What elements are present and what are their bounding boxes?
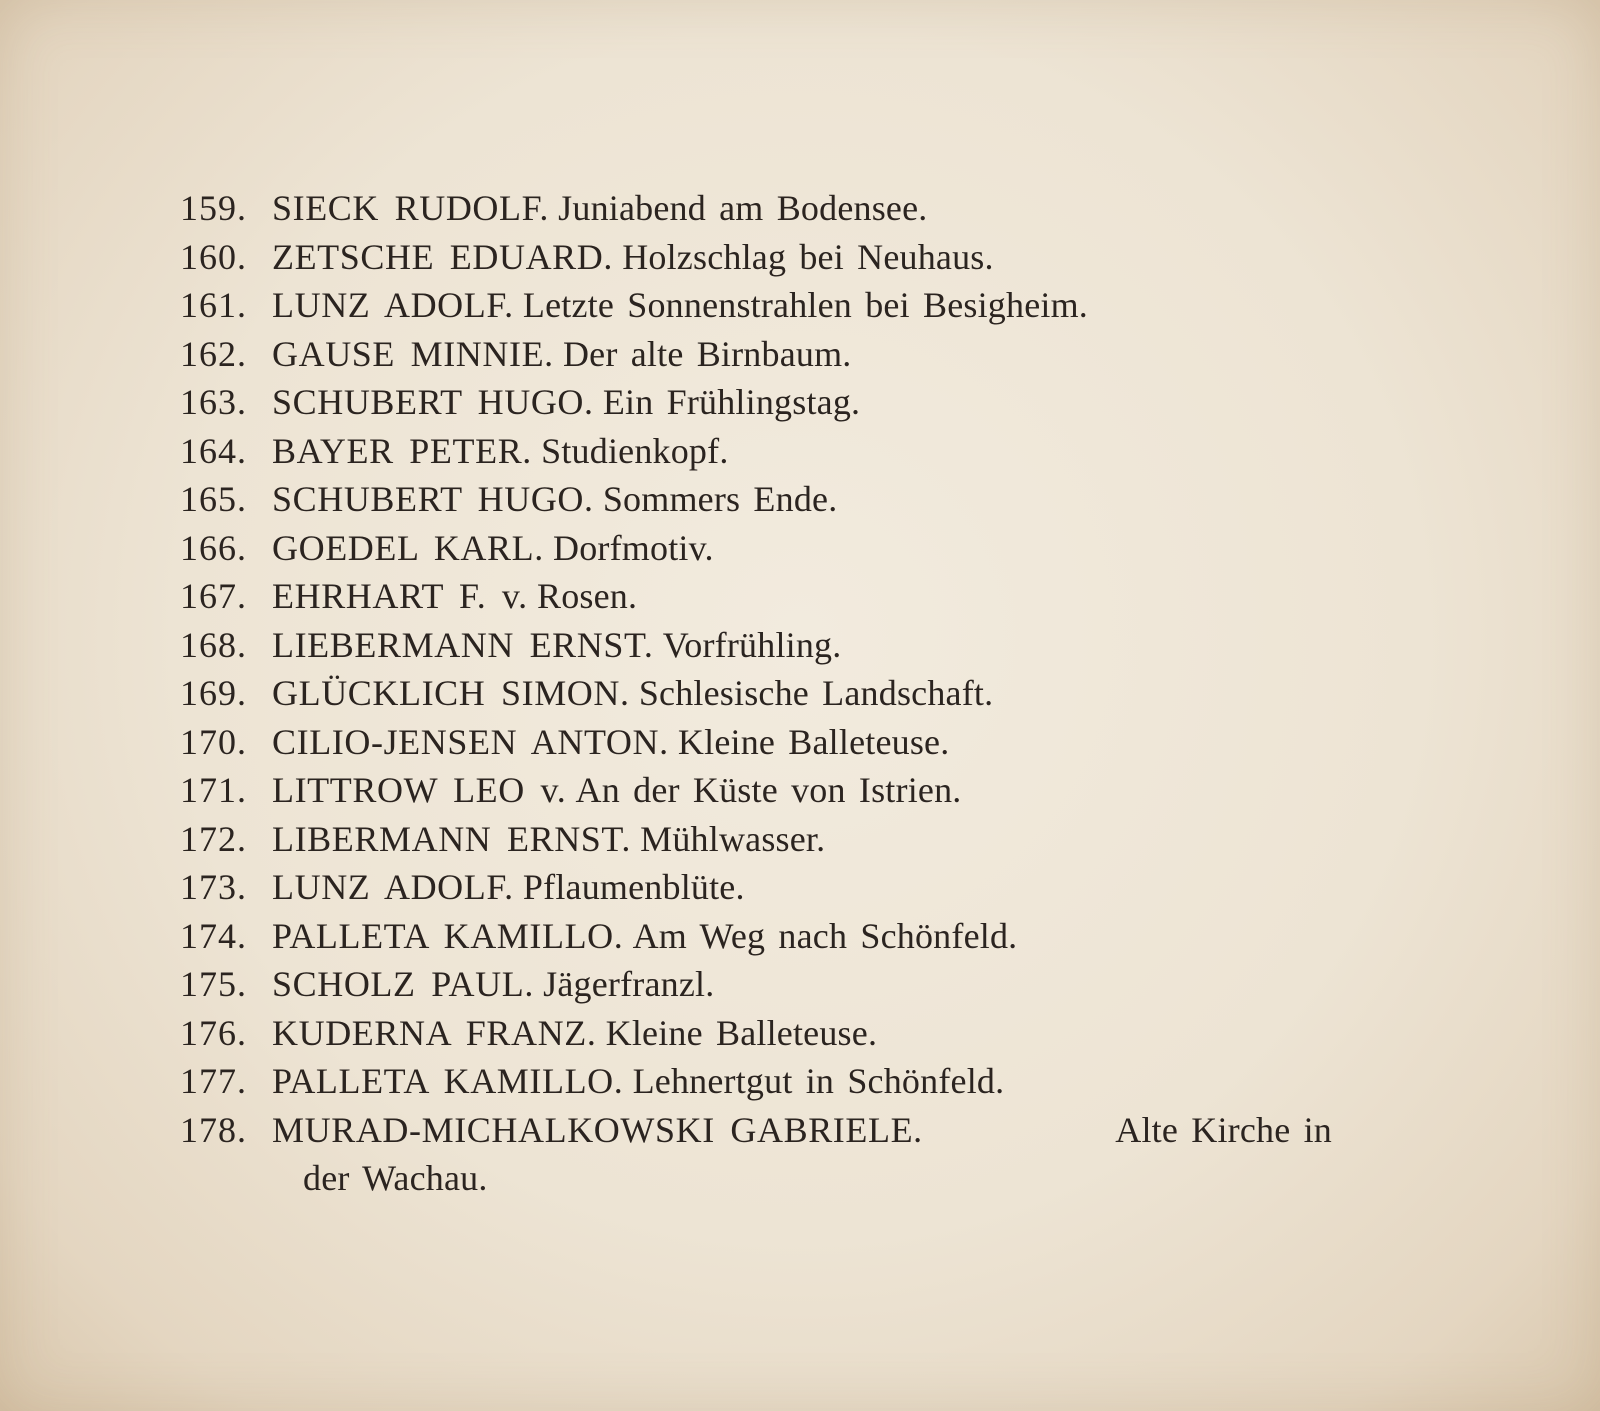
catalog-entry: [180, 427, 1360, 476]
catalog-entry: [180, 960, 1360, 1009]
entry-title: Letzte Sonnenstrahlen bei Besigheim.: [522, 285, 1088, 325]
entry-number: 176.: [180, 1012, 247, 1053]
catalog-entry: [180, 766, 1360, 815]
entry-artist: BAYER PETER.: [272, 430, 532, 471]
entry-body: [272, 669, 1360, 718]
entry-body: [272, 330, 1360, 379]
entry-artist: PALLETA KAMILLO.: [272, 1061, 624, 1101]
catalog-entry: [180, 912, 1360, 961]
entry-body: [272, 863, 1360, 912]
catalog-entry: [180, 475, 1360, 524]
entry-number: 174.: [180, 915, 247, 956]
entry-title: Rosen.: [537, 576, 638, 616]
entry-body: [272, 184, 1360, 233]
entry-artist: LIEBERMANN ERNST.: [272, 624, 654, 665]
entry-first-line: [180, 1106, 1332, 1155]
catalog-entry: [180, 1106, 1360, 1203]
entry-artist: LUNZ ADOLF.: [272, 285, 514, 325]
entry-title: An der Küste von Istrien.: [575, 770, 962, 810]
entry-title: Dorfmotiv.: [553, 527, 714, 568]
entry-number: 164.: [180, 430, 247, 471]
entry-title: Vorfrühling.: [662, 624, 842, 665]
entry-body: [272, 1009, 1360, 1058]
entry-title: Sommers Ende.: [602, 479, 838, 519]
entry-number: 172.: [180, 818, 247, 859]
entry-title: Kleine Balleteuse.: [605, 1012, 878, 1053]
entry-body: [272, 621, 1360, 670]
entry-number: 161.: [180, 285, 247, 325]
entry-artist: SCHUBERT HUGO.: [272, 382, 594, 422]
entry-title: Pflaumenblüte.: [522, 867, 745, 907]
entry-artist: LITTROW LEO v.: [272, 770, 567, 810]
entry-title: Mühlwasser.: [640, 818, 826, 859]
catalog-entry: [180, 281, 1360, 330]
entry-title: Juniabend am Bodensee.: [558, 188, 928, 228]
catalog-entry: [180, 1057, 1360, 1106]
entry-body: [272, 960, 1360, 1009]
entry-title: Studienkopf.: [541, 430, 729, 471]
entry-body: [272, 572, 1360, 621]
entry-number: 168.: [180, 624, 247, 665]
entry-number: 177.: [180, 1061, 247, 1101]
entry-artist: LUNZ ADOLF.: [272, 867, 514, 907]
entry-body: [272, 718, 1360, 767]
entry-title-continuation: der Wachau.: [303, 1158, 488, 1198]
catalog-entry: [180, 184, 1360, 233]
entry-number: 175.: [180, 964, 247, 1004]
entry-body: [272, 815, 1360, 864]
entry-body: [272, 233, 1360, 282]
entry-number: 166.: [180, 527, 247, 568]
entry-number: 169.: [180, 673, 247, 713]
entry-body: [272, 427, 1360, 476]
entry-title: Lehnertgut in Schönfeld.: [632, 1061, 1005, 1101]
catalog-entry: [180, 718, 1360, 767]
catalog-list: [180, 184, 1360, 1203]
entry-body: [272, 912, 1360, 961]
entry-artist: SCHUBERT HUGO.: [272, 479, 594, 519]
entry-title: Der alte Birnbaum.: [562, 333, 852, 374]
catalog-entry: [180, 233, 1360, 282]
entry-artist: PALLETA KAMILLO.: [272, 915, 624, 956]
entry-artist: GLÜCKLICH SIMON.: [272, 673, 630, 713]
entry-title: Ein Frühlingstag.: [602, 382, 861, 422]
entry-lead: [180, 1106, 923, 1155]
entry-number: 173.: [180, 867, 247, 907]
entry-artist: CILIO-JENSEN ANTON.: [272, 721, 669, 762]
entry-artist: EHRHART F. v.: [272, 576, 528, 616]
catalog-entry: [180, 572, 1360, 621]
catalog-entry: [180, 524, 1360, 573]
entry-number: 171.: [180, 770, 247, 810]
entry-artist: LIBERMANN ERNST.: [272, 818, 631, 859]
entry-number: 165.: [180, 479, 247, 519]
entry-title: Alte Kirche in: [1115, 1109, 1332, 1150]
entry-title: Am Weg nach Schönfeld.: [632, 915, 1018, 956]
entry-artist: ZETSCHE EDUARD.: [272, 236, 613, 277]
catalog-entry: [180, 621, 1360, 670]
catalog-entry: [180, 669, 1360, 718]
entry-number: 162.: [180, 333, 247, 374]
entry-body: [272, 1057, 1360, 1106]
catalog-entry: [180, 1009, 1360, 1058]
entry-title: Schlesische Landschaft.: [638, 673, 994, 713]
entry-number: 170.: [180, 721, 247, 762]
catalog-entry: [180, 378, 1360, 427]
entry-number: 178.: [180, 1109, 247, 1150]
entry-body: [272, 281, 1360, 330]
catalog-entry: [180, 330, 1360, 379]
catalog-entry: [180, 863, 1360, 912]
entry-body: [272, 524, 1360, 573]
entry-title: Jägerfranzl.: [543, 964, 715, 1004]
entry-body: [272, 475, 1360, 524]
catalog-entry: [180, 815, 1360, 864]
entry-artist: GAUSE MINNIE.: [272, 333, 554, 374]
entry-title: Holzschlag bei Neuhaus.: [622, 236, 994, 277]
entry-artist: GOEDEL KARL.: [272, 527, 544, 568]
entry-body: [272, 766, 1360, 815]
entry-artist: MURAD-MICHALKOWSKI GABRIELE.: [272, 1109, 923, 1150]
entry-number: 159.: [180, 188, 247, 228]
entry-artist: SIECK RUDOLF.: [272, 188, 549, 228]
entry-title: Kleine Balleteuse.: [677, 721, 950, 762]
entry-artist: KUDERNA FRANZ.: [272, 1012, 597, 1053]
entry-number: 163.: [180, 382, 247, 422]
entry-number: 160.: [180, 236, 247, 277]
entry-body: [272, 378, 1360, 427]
entry-artist: SCHOLZ PAUL.: [272, 964, 534, 1004]
entry-number: 167.: [180, 576, 247, 616]
